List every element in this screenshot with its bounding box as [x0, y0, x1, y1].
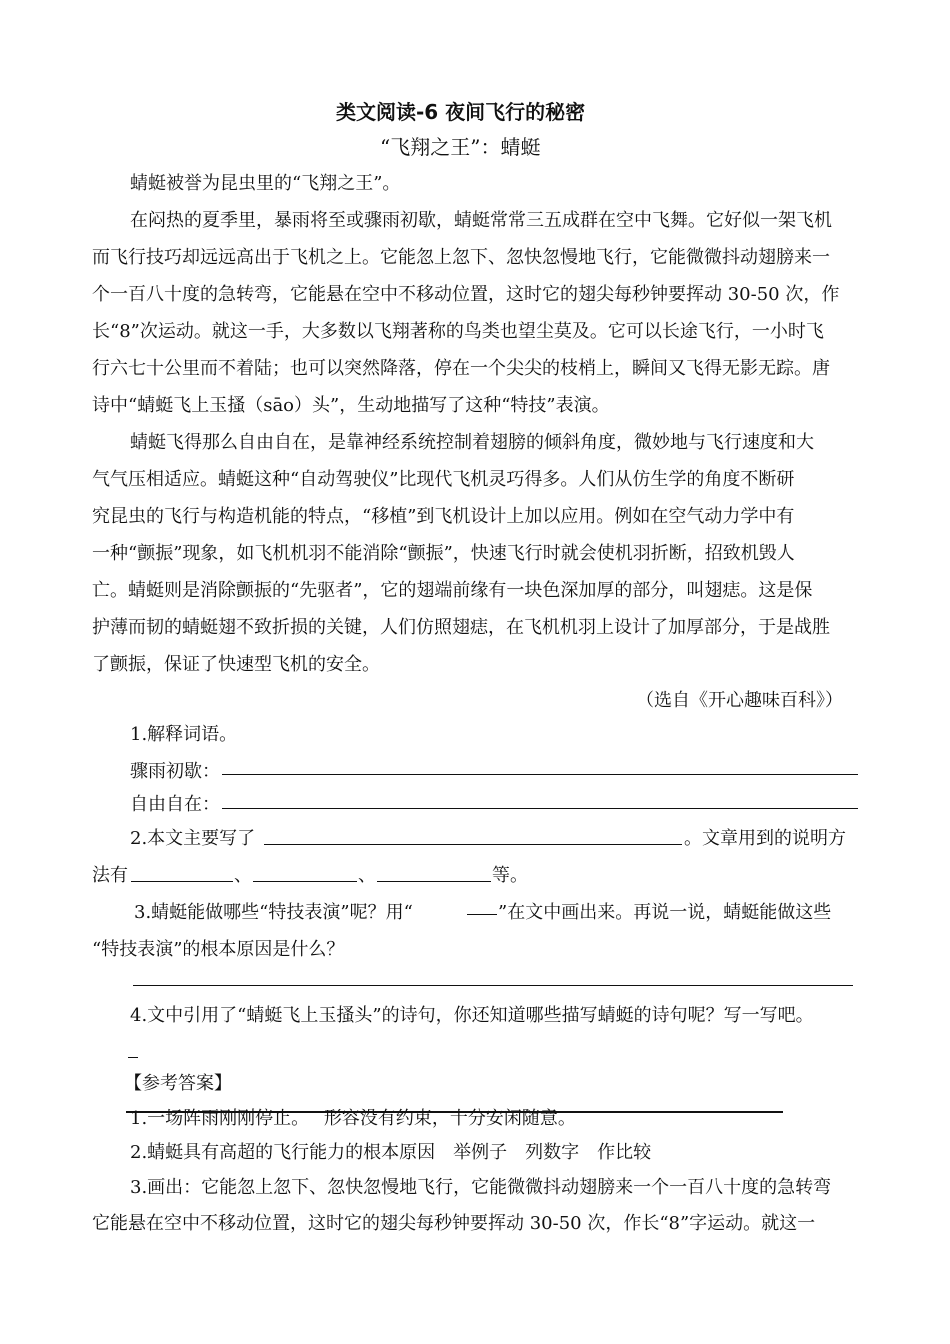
passage-paragraph-3-line: 亡。蜻蜓则是消除颤振的“先驱者”，它的翅端前缘有一块色深加厚的部分，叫翅痣。这是保 — [92, 580, 813, 601]
question-3-answer-line[interactable] — [133, 985, 853, 986]
question-3-part1: 3.蜻蜓能做哪些“特技表演”呢？用“ — [134, 902, 413, 923]
question-3-line2: “特技表演”的根本原因是什么？ — [92, 939, 345, 960]
answer-2: 2.蜻蜓具有高超的飞行能力的根本原因 举例子 列数字 作比较 — [130, 1142, 652, 1163]
passage-paragraph-2-line: 个一百八十度的急转弯，它能悬在空中不移动位置，这时它的翅尖每秒钟要挥动 30-50 次，作 — [92, 284, 840, 305]
question-1a-answer-line[interactable] — [222, 774, 858, 775]
question-2-end2: 等。 — [492, 865, 528, 886]
question-4-answer-line[interactable] — [128, 1057, 138, 1058]
passage-paragraph-3-line: 一种“颤振”现象，如飞机机羽不能消除“颤振”，快速飞行时就会使机羽折断，招致机毁人 — [92, 543, 795, 564]
question-1a-label: 骤雨初歇： — [130, 761, 220, 782]
passage-paragraph-3-line: 究昆虫的飞行与构造机能的特点，“移植”到飞机设计上加以应用。例如在空气动力学中有 — [92, 506, 795, 527]
question-2-separator: 、 — [234, 865, 252, 886]
question-4: 4.文中引用了“蜻蜓飞上玉搔头”的诗句，你还知道哪些描写蜻蜓的诗句呢？写一写吧。 — [130, 1005, 814, 1026]
question-1b-answer-line[interactable] — [222, 808, 858, 809]
passage-paragraph-3-line: 蜻蜓飞得那么自由自在，是靠神经系统控制着翅膀的倾斜角度，微妙地与飞行速度和大 — [130, 432, 814, 453]
question-3-part2: ”在文中画出来。再说一说，蜻蜓能做这些 — [498, 902, 832, 923]
passage-paragraph-2-line: 行六七十公里而不着陆；也可以突然降落，停在一个尖尖的枝梢上，瞬间又飞得无影无踪。唐 — [92, 358, 830, 379]
question-1b-label: 自由自在： — [130, 794, 220, 815]
passage-paragraph-2-line: 诗中“蜻蜓飞上玉搔（sāo）头”，生动地描写了这种“特技”表演。 — [92, 395, 610, 416]
passage-source: （选自《开心趣味百科》） — [636, 690, 843, 711]
question-2-answer-line[interactable] — [264, 844, 682, 845]
passage-paragraph-3-line: 气气压相适应。蜻蜓这种“自动驾驶仪”比现代飞机灵巧得多。人们从仿生学的角度不断研 — [92, 469, 795, 490]
passage-paragraph-1: 蜻蜓被誉为昆虫里的“飞翔之王”。 — [130, 173, 401, 194]
page-title: 类文阅读-6 夜间飞行的秘密 — [336, 100, 586, 124]
answers-heading: 【参考答案】 — [124, 1073, 232, 1094]
question-2-end: 。文章用到的说明方 — [684, 828, 846, 849]
passage-paragraph-2-line: 在闷热的夏季里，暴雨将至或骤雨初歇，蜻蜓常常三五成群在空中飞舞。它好似一架飞机 — [130, 210, 832, 231]
question-2-method-line-3[interactable] — [377, 881, 491, 882]
question-2-method-line-2[interactable] — [253, 881, 357, 882]
question-3-underline-sample — [467, 914, 497, 915]
passage-paragraph-2-line: 长“8”次运动。就这一手，大多数以飞翔著称的鸟类也望尘莫及。它可以长途飞行，一小时飞 — [92, 321, 824, 342]
passage-paragraph-3-line: 护薄而韧的蜻蜓翅不致折损的关键，人们仿照翅痣，在飞机机羽上设计了加厚部分，于是战胜 — [92, 617, 830, 638]
strikethrough-rule — [126, 1111, 783, 1113]
question-2-start: 2.本文主要写了 — [130, 828, 256, 849]
question-2-method-line-1[interactable] — [131, 881, 233, 882]
answer-1: 1.一场阵雨刚刚停止。 形容没有约束，十分安闲随意。 — [130, 1108, 576, 1129]
question-2-separator: 、 — [358, 865, 376, 886]
answer-3-line: 3.画出：它能忽上忽下、忽快忽慢地飞行，它能微微抖动翅膀来一个一百八十度的急转弯 — [130, 1177, 832, 1198]
passage-paragraph-3-line: 了颤振，保证了快速型飞机的安全。 — [92, 654, 380, 675]
answer-3-line: 它能悬在空中不移动位置，这时它的翅尖每秒钟要挥动 30-50 次，作长“8”字运动。就这一 — [92, 1213, 816, 1234]
question-1: 1.解释词语。 — [130, 724, 238, 745]
passage-paragraph-2-line: 而飞行技巧却远远高出于飞机之上。它能忽上忽下、忽快忽慢地飞行，它能微微抖动翅膀来一 — [92, 247, 830, 268]
question-2-line2-start: 法有 — [92, 865, 128, 886]
page-subtitle: “飞翔之王”：蜻蜓 — [380, 135, 541, 159]
